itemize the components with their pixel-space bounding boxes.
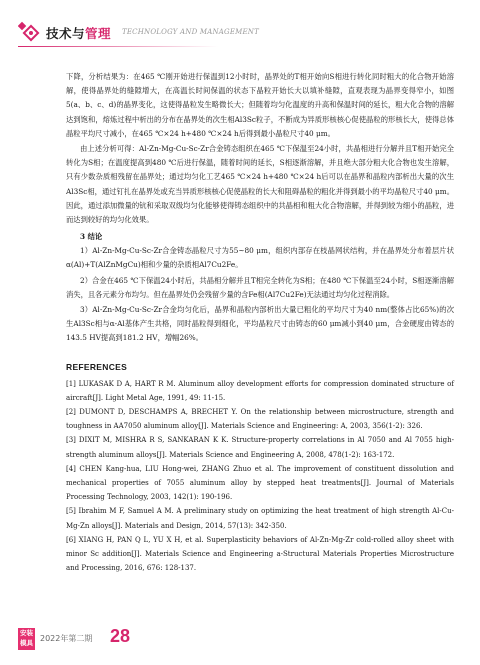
- page-header: [0, 0, 480, 60]
- reference-item: [1] LUKASAK D A, HART R M. Aluminum alloy development efforts for compression dominated structure of aircraft[J]. Light Metal Age, 1991, 49: 11-15.: [66, 379, 454, 402]
- references-list: [66, 377, 454, 576]
- page-number: 28: [110, 626, 131, 646]
- section-heading-conclusion: 3 结论: [80, 232, 103, 242]
- reference-item: [6] XIANG H, PAN Q L, YU X H, et al. Superplasticity behaviors of Al-Zn-Mg-Zr cold-rolled alloy sheet with minor Sc addition[J]. Materials Science and Engineering a-Structural Materials Properties Microstructure and Processing, 2016, 676: 128-137.: [66, 535, 454, 573]
- journal-section-subtitle: TECHNOLOGY AND MANAGEMENT: [122, 28, 259, 36]
- issue-label: 2022年第二期: [40, 634, 93, 643]
- conclusion-2: 2）合金在465 ℃下保温24小时后，共晶相分解并且T相完全转化为S相；在480 ℃下保温至24小时，S相逐渐溶解消失，且各元素分布均匀。但在晶界处仍会残留少量的含Fe相(Al7Cu2Fe)无法通过均匀化过程消除。: [66, 275, 454, 299]
- journal-badge: [18, 628, 35, 650]
- badge-line-2: 模具: [20, 639, 33, 647]
- paragraph-analysis: 下降，分析结果为：在465 ℃刚开始进行保温到12小时时，晶界处的T相开始向S相进行转化同时粗大的化合物开始溶解，使得晶界处的缝隙增大，在高温长时间保温的状态下晶粒开始长大以填补缝隙，直观表现为晶界变得窄小，如图5(a、b、c、d)的晶界变化，这使得晶粒发生略微长大；但随着均匀化温度的升高和保温时间的延长，粗大化合物的溶解达到饱和，熔炼过程中析出的分布在晶界处的次生相Al3Sc粒子，不断成为异质形核核心促使晶粒的形核长大，使得总体晶粒平均尺寸减小，在465 ℃×24 h+480 ℃×24 h后得到最小晶粒尺寸40 μm。: [66, 72, 454, 138]
- conclusion-1: 1）Al-Zn-Mg-Cu-Sc-Zr合金铸态晶粒尺寸为55~80 μm，组织内部存在枝晶网状结构，并在晶界处分布着层片状α(Al)+T(AlZnMgCu)相和少量的杂质相Al7Cu2Fe。: [66, 246, 454, 270]
- reference-item: [2] DUMONT D, DESCHAMPS A, BRECHET Y. On the relationship between microstructure, strength and toughness in AA7050 aluminum alloy[J]. Materials Science and Engineering: A, 2003, 356(1-2): 326.: [66, 408, 454, 431]
- journal-section-title: 技术与管理: [46, 26, 112, 41]
- reference-item: [4] CHEN Kang-hua, LIU Hong-wei, ZHANG Zhuo et al. The improvement of constituent dissolution and mechanical properties of 7055 aluminum alloy by stepped heat treatments[J]. Journal of Materials Processing Technology, 2003, 142(1): 190-196.: [66, 464, 454, 502]
- paragraph-summary: 由上述分析可得：Al-Zn-Mg-Cu-Sc-Zr合金铸态组织在465 ℃下保温至24小时，共晶相进行分解并且T相开始完全转化为S相；在温度提高到480 ℃后进行保温，随着时间的延长，S相逐渐溶解，并且绝大部分粗大化合物也发生溶解，只有少数杂质相残留在晶界处；通过均匀化工艺465 ℃×24 h+480 ℃×24 h后可以在晶界和晶粒内部析出大量的次生Al3Sc相，通过钉扎在晶界处或充当异质形核核心促使晶粒的长大和阻碍晶粒的粗化并得到最小的平均晶粒尺寸40 μm。因此，通过添加微量的钪和采取双级均匀化能够使得铸态组织中的共晶相和粗大化合物溶解，并得到较为细小的晶粒，进而达到较好的均匀化效果。: [66, 144, 454, 225]
- reference-item: [5] Ibrahim M F, Samuel A M. A preliminary study on optimizing the heat treatment of high strength Al-Cu-Mg-Zn alloys[J]. Materials and Design, 2014, 57(13): 342-350.: [66, 507, 454, 530]
- reference-item: [3] DIXIT M, MISHRA R S, SANKARAN K K. Structure-property correlations in Al 7050 and Al 7055 high-strength aluminum alloys[J]. Materials Science and Engineering A, 2008, 478(1-2): 163-172.: [66, 436, 454, 459]
- references-heading: REFERENCES: [66, 361, 128, 372]
- gear-logo-icon: [18, 20, 40, 44]
- article-body: [66, 70, 454, 576]
- header-divider: [18, 46, 218, 47]
- conclusion-3: 3）Al-Zn-Mg-Cu-Sc-Zr合金均匀化后，晶界和晶粒内部析出大量已粗化的平均尺寸为40 nm(整体占比65%)的次生Al3Sc相与α-Al基体产生共格，同时晶粒得到细化，平均晶粒尺寸由铸态的60 μm减小到40 μm，合金硬度由铸态的143.5 HV提高到181.2 HV，增幅26%。: [66, 305, 454, 343]
- badge-line-1: 安装: [20, 629, 33, 637]
